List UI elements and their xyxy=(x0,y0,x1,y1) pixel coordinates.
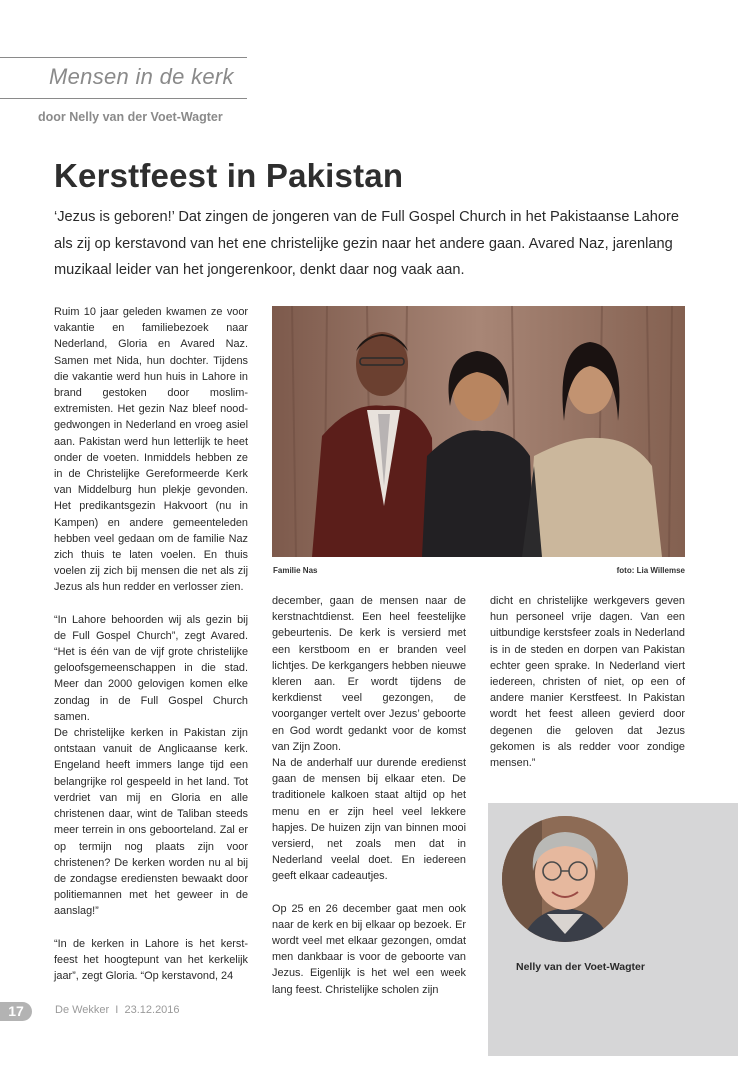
col2-paragraph-2: Op 25 en 26 december gaat men ook naar de kerk en bij elkaar op bezoek. Er wordt veel met elkaar gezongen, omdat men dankbaar is voor de geboorte van Jezus. Eigenlijk is het wel een week lang feest. Christelijke scholen zijn xyxy=(272,902,466,996)
article-intro: ‘Jezus is geboren!’ Dat zingen de jongeren van de Full Gospel Church in het Pakistaanse Lahore als zij op kerstavond van het ene christelijke gezin naar het andere gaan. Avared Naz, jarenlang muzikaal leider van het jongerenkoor, denkt daar nog vaak aan. xyxy=(54,209,679,278)
col1-paragraph-1: Ruim 10 jaar geleden kwamen ze voor vakantie en familiebezoek naar Nederland, Gloria en Avared Naz. Samen met Nida, hun dochter. Tijdens die vakantie werd hun huis in Lahore in brand gestoken door moslim-extremisten. Het gezin Naz bleef nood-gedwongen in Nederland en vroeg asiel aan. Pakistan werd hun letterlijk te heet onder de voeten. Inmiddels hebben ze in de Christelijke Gereformeerde Kerk van Middelburg hun plekje gevonden. Het predikantsgezin Hakvoort (nu in Kampen) en andere gemeenteleden hebben veel gedaan om de familie Naz zich thuis te laten voelen. En thuis voelen zij zich bij mensen die net als zij Jezus als hun redder en verlosser zien. xyxy=(54,306,248,594)
author-name: Nelly van der Voet-Wagter xyxy=(516,961,645,973)
bottom-rule xyxy=(0,98,247,99)
col2-paragraph-1: december, gaan de mensen naar de kerstnachtdienst. Een heel feestelijke gebeurtenis. De kerk is versierd met een kerstboom en er branden veel lichtjes. De kerkgangers hebben nieuwe kleren aan. Er wordt tijdens de kerkdienst veel gezongen, de voorganger vertelt over Jezus’ geboorte en God wordt gedankt voor de komst van Zijn Zoon. Na de anderhalf uur durende eredienst gaan de mensen bij elkaar eten. De traditionele kalkoen staat altijd op het menu en er zijn heel veel lekkere hapjes. De huizen zijn van binnen mooi versierd, net zoals men dat in Nederland veelal doet. En iedereen geeft elkaar cadeautjes. xyxy=(272,595,466,883)
col1-paragraph-2: “In Lahore behoorden wij als gezin bij de Full Gospel Church”, zegt Avared. “Het is één van de vijf grote christelijke geloofsgemeenschappen in die stad. Meer dan 2000 gelovigen komen elke zondag in de Full Gospel Church samen. De christelijke kerken in Pakistan zijn ontstaan vanuit de Anglicaanse kerk. Engeland heeft immers lange tijd een belangrijke rol gespeeld in het land. Tot verdriet van mij en Gloria en alle christenen daar, wint de Taliban steeds meer terrein in ons geboorteland. Zal er op termijn nog plaats zijn voor christenen? De kerken worden nu al bij de zondagse erediensten bewaakt door politiemannen met het geweer in de aanslag!” xyxy=(54,613,248,918)
family-photo xyxy=(272,306,685,557)
article-column-3 xyxy=(490,593,685,771)
col1-paragraph-3: “In de kerken in Lahore is het kerst-feest het hoogtepunt van het kerkelijk jaar”, zegt Gloria. “Op kerstavond, 24 xyxy=(54,937,248,982)
top-rule xyxy=(0,57,247,58)
author-portrait-illustration xyxy=(502,816,628,942)
section-title: Mensen in de kerk xyxy=(49,64,234,89)
page-title: Kerstfeest in Pakistan xyxy=(54,157,404,194)
author-portrait xyxy=(502,816,628,942)
article-column-1 xyxy=(54,304,248,984)
article-column-2 xyxy=(272,593,466,998)
photo-credit: foto: Lia Willemse xyxy=(616,566,685,575)
publication-footer: De Wekker I 23.12.2016 xyxy=(55,1004,180,1016)
col3-paragraph-1: dicht en christelijke werkgevers geven hun personeel vrije dagen. Van een uitbundige kerstsfeer zoals in Nederland is in de steden en dorpen van Pakistan echter geen sprake. In Nederland viert iedereen, christen of niet, op een of andere manier Kerstfeest. In Pakistan wordt het feest alleen gevierd door degenen die geloven dat Jezus gekomen is als redder voor zondige mensen.” xyxy=(490,595,685,770)
byline: door Nelly van der Voet-Wagter xyxy=(38,110,223,124)
family-photo-illustration xyxy=(272,306,685,557)
photo-caption: Familie Nas xyxy=(273,566,318,575)
page-number: 17 xyxy=(0,1002,32,1021)
